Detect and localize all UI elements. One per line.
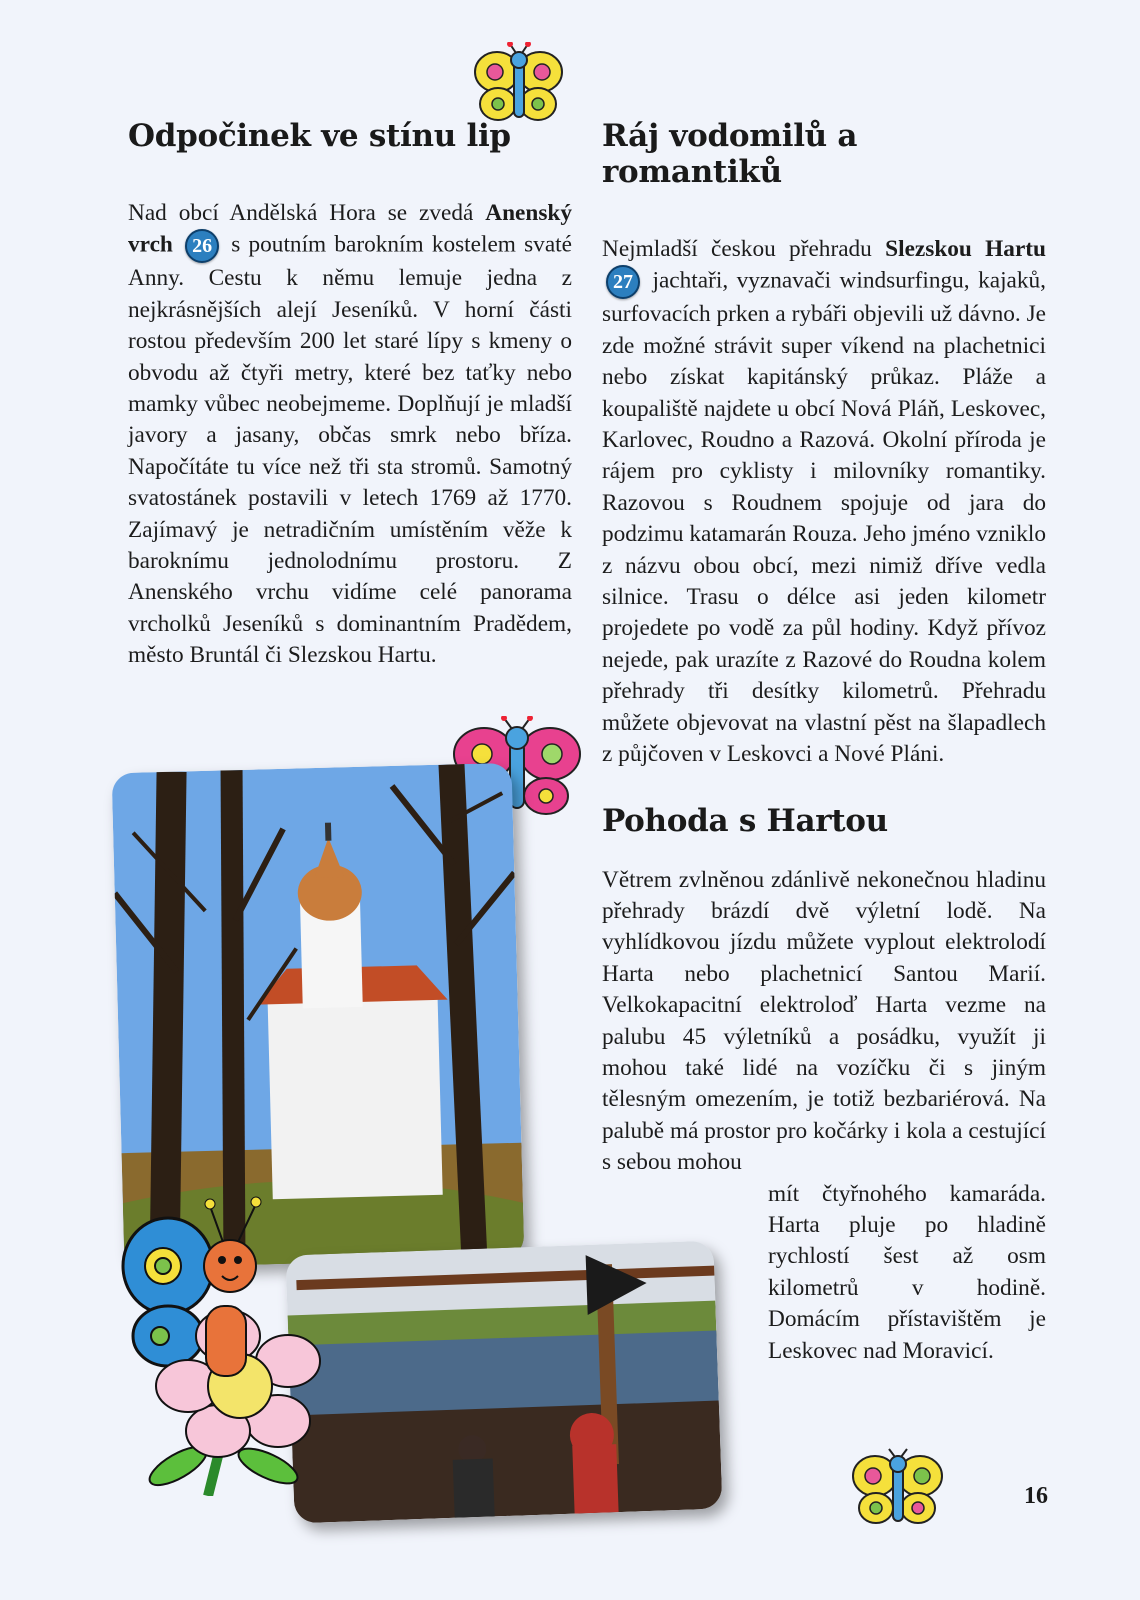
church-photo [112, 763, 525, 1268]
left-column [128, 118, 572, 672]
page-number: 16 [1024, 1483, 1048, 1509]
intro-text: Nejmladší českou přehradu [602, 236, 872, 262]
place-name-bold: Slezskou Hartu [885, 236, 1046, 262]
boat-photo-image [285, 1241, 722, 1524]
body-text: s poutním barokním kostelem svaté Anny. Cestu k němu lemuje jedna z nejkrásnějších alejí Jeseníků. V horní části rostou především 200 let staré lípy s kmeny o obvodu až čtyři metry, které bez taťky nebo mamky vůbec neobejmeme. Doplňují je mladší javory a jasany, občas smrk nebo bříza. Napočítáte tu více než tři sta stromů. Samotný svatostánek postavili v letech 1769 až 1770. Zajímavý je netradičním umístěním věže k baroknímu jednolodnímu prostoru. Z Anenského vrchu vidíme celé panorama vrcholků Jeseníků s dominantním Pradědem, město Bruntál či Slezskou Hartu. [128, 231, 572, 669]
heading-odpocinek: Odpočinek ve stínu lip [128, 118, 511, 154]
intro-text: Nad obcí Andělská Hora se zvedá [128, 200, 474, 226]
right-column [602, 118, 1046, 1367]
body-text: jachtaři, vyznavači windsurfingu, kajaků, surfovacích prken a rybáři objevili už dávno. Je zde možné strávit super víkend na plachetnici nebo získat kapitánský průkaz. Pláže a koupaliště najdete u obcí Nová Pláň, Leskovec, Karlovec, Roudno a Razová. Okolní příroda je rájem pro cyklisty i milovníky romantiky. Razovou s Roudnem spojuje od jara do podzimu katamarán Rouza. Jeho jméno vzniklo z názvu obou obcí, mezi nimiž dříve vedla silnice. Trasu o délce asi jeden kilometr projedete po vodě za půl hodiny. Když přívoz nejede, pak urazíte z Razové do Roudna kolem přehrady tři desítky kilometrů. Přehradu můžete objevovat na vlastní pěst na šlapadlech z půjčoven v Leskovci a Nové Pláni. [602, 267, 1047, 768]
map-marker-badge-27: 27 [606, 265, 640, 299]
heading-pohoda-s-hartou: Pohoda s Hartou [602, 802, 888, 839]
map-marker-badge-26: 26 [185, 229, 219, 263]
boat-photo [285, 1241, 722, 1524]
paragraph-pohoda: Větrem zvlněnou zdánlivě nekonečnou hladinu přehrady brázdí dvě výletní lodě. Na vyhlídkovou jízdu můžete vyplout elektrolodí Harta nebo plachetnicí Santou Marií. Velkokapacitní elektroloď Harta vezme na palubu 45 výletníků a posádku, využít ji mohou také lidé na vozíčku či s jiným tělesným omezením, je totiž bezbariérová. Na palubě má prostor pro kočárky i kola a cestující s sebou mohou [602, 866, 1046, 1176]
place-name-bold: Anenský vrch [128, 200, 572, 258]
paragraph-anensky-vrch [128, 198, 572, 672]
butterfly-bottom-illustration [848, 1448, 948, 1538]
paragraph-slezska-harta [602, 234, 1046, 771]
heading-raj-vodomilu: Ráj vodomilů a romantiků [602, 118, 858, 190]
church-photo-image [112, 763, 525, 1268]
flower-butterfly-illustration [118, 1196, 348, 1496]
paragraph-pohoda-tail: mít čtyřnohého kamaráda. Harta pluje po hladině rychlostí šest až osm kilometrů v hodině. Domácím přístavištěm je Leskovec nad Moravicí. [768, 1180, 1046, 1364]
